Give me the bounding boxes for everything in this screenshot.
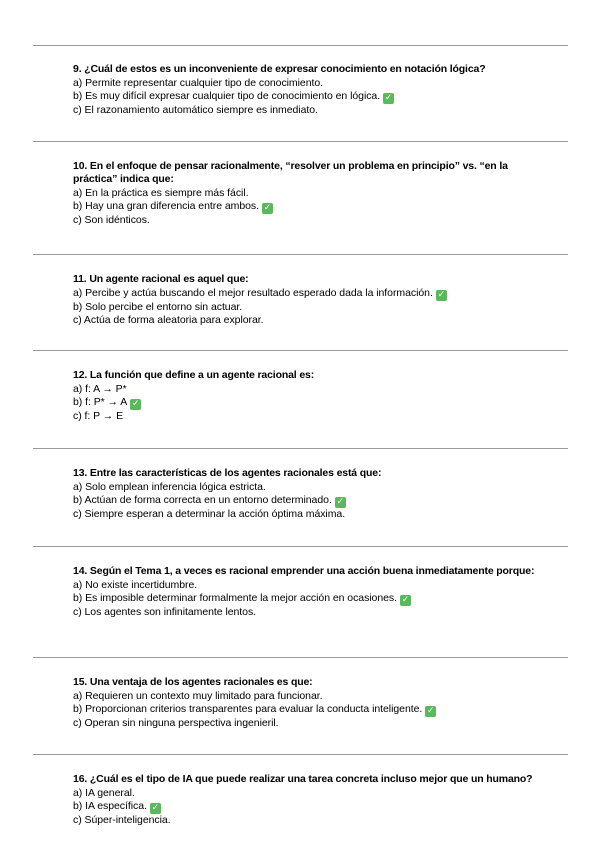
check-mark-icon: ✓ bbox=[151, 803, 160, 813]
option-c: c) Son idénticos. bbox=[73, 214, 150, 226]
question-16 bbox=[73, 773, 553, 827]
option-b: b) Es imposible determinar formalmente la mejor acción en ocasiones. ✓ bbox=[73, 592, 410, 605]
check-mark-icon: ✓ bbox=[427, 706, 435, 716]
divider bbox=[33, 254, 568, 255]
option-b: b) Actúan de forma correcta en un entorno determinado. ✓ bbox=[73, 494, 345, 507]
option-a: a) Solo emplean inferencia lógica estricta. bbox=[73, 481, 266, 493]
option-c: c) f: P → E bbox=[73, 410, 124, 422]
divider bbox=[33, 45, 568, 46]
divider bbox=[33, 350, 568, 351]
question-14 bbox=[73, 565, 553, 619]
divider bbox=[33, 141, 568, 142]
divider bbox=[33, 448, 568, 449]
option-b: b) Hay una gran diferencia entre ambos. ✓ bbox=[73, 200, 272, 213]
question-title: 10. En el enfoque de pensar racionalmente, “resolver un problema en principio” vs. “en la práctica” indica que: bbox=[73, 160, 508, 185]
question-13 bbox=[73, 467, 553, 521]
question-title: 12. La función que define a un agente racional es: bbox=[73, 369, 315, 381]
question-title: 15. Una ventaja de los agentes racionales es que: bbox=[73, 676, 313, 688]
option-a: a) IA general. bbox=[73, 787, 135, 799]
option-a: a) Requieren un contexto muy limitado para funcionar. bbox=[73, 690, 323, 702]
option-a: a) En la práctica es siempre más fácil. bbox=[73, 187, 249, 199]
option-c: c) Actúa de forma aleatoria para explorar. bbox=[73, 314, 264, 326]
option-b: b) f: P* → A ✓ bbox=[73, 396, 140, 409]
check-mark-icon: ✓ bbox=[401, 595, 410, 605]
question-11 bbox=[73, 273, 553, 327]
option-a: a) No existe incertidumbre. bbox=[73, 579, 198, 591]
check-mark-icon: ✓ bbox=[263, 203, 272, 213]
option-a: a) f: A → P* bbox=[73, 383, 127, 395]
question-title: 11. Un agente racional es aquel que: bbox=[73, 273, 249, 285]
check-mark-icon: ✓ bbox=[336, 497, 345, 507]
question-12 bbox=[73, 369, 553, 423]
option-c: c) Los agentes son infinitamente lentos. bbox=[73, 606, 257, 618]
option-c: c) El razonamiento automático siempre es inmediato. bbox=[73, 104, 318, 116]
question-9 bbox=[73, 63, 553, 117]
divider bbox=[33, 754, 568, 755]
option-b: b) IA específica. ✓ bbox=[73, 800, 160, 813]
option-a: a) Percibe y actúa buscando el mejor resultado esperado dada la información. ✓ bbox=[73, 287, 446, 300]
option-c: c) Siempre esperan a determinar la acción óptima máxima. bbox=[73, 508, 346, 520]
check-mark-icon: ✓ bbox=[437, 290, 446, 300]
option-c: c) Operan sin ninguna perspectiva ingenieril. bbox=[73, 717, 279, 729]
option-b: b) Solo percibe el entorno sin actuar. bbox=[73, 301, 243, 313]
question-15 bbox=[73, 676, 553, 730]
option-b: b) Proporcionan criterios transparentes para evaluar la conducta inteligente. ✓ bbox=[73, 703, 435, 716]
option-c: c) Súper-inteligencia. bbox=[73, 814, 171, 826]
divider bbox=[33, 657, 568, 658]
check-mark-icon: ✓ bbox=[384, 93, 393, 103]
divider bbox=[33, 546, 568, 547]
question-title: 16. ¿Cuál es el tipo de IA que puede realizar una tarea concreta incluso mejor que un humano? bbox=[73, 773, 533, 785]
option-b: b) Es muy difícil expresar cualquier tipo de conocimiento en lógica. ✓ bbox=[73, 90, 393, 103]
question-title: 9. ¿Cuál de estos es un inconveniente de expresar conocimiento en notación lógica? bbox=[73, 63, 486, 75]
question-10 bbox=[73, 160, 553, 227]
question-title: 13. Entre las características de los agentes racionales está que: bbox=[73, 467, 382, 479]
option-a: a) Permite representar cualquier tipo de conocimiento. bbox=[73, 77, 324, 89]
question-title: 14. Según el Tema 1, a veces es racional emprender una acción buena inmediatamente porque: bbox=[73, 565, 535, 577]
check-mark-icon: ✓ bbox=[132, 399, 140, 409]
